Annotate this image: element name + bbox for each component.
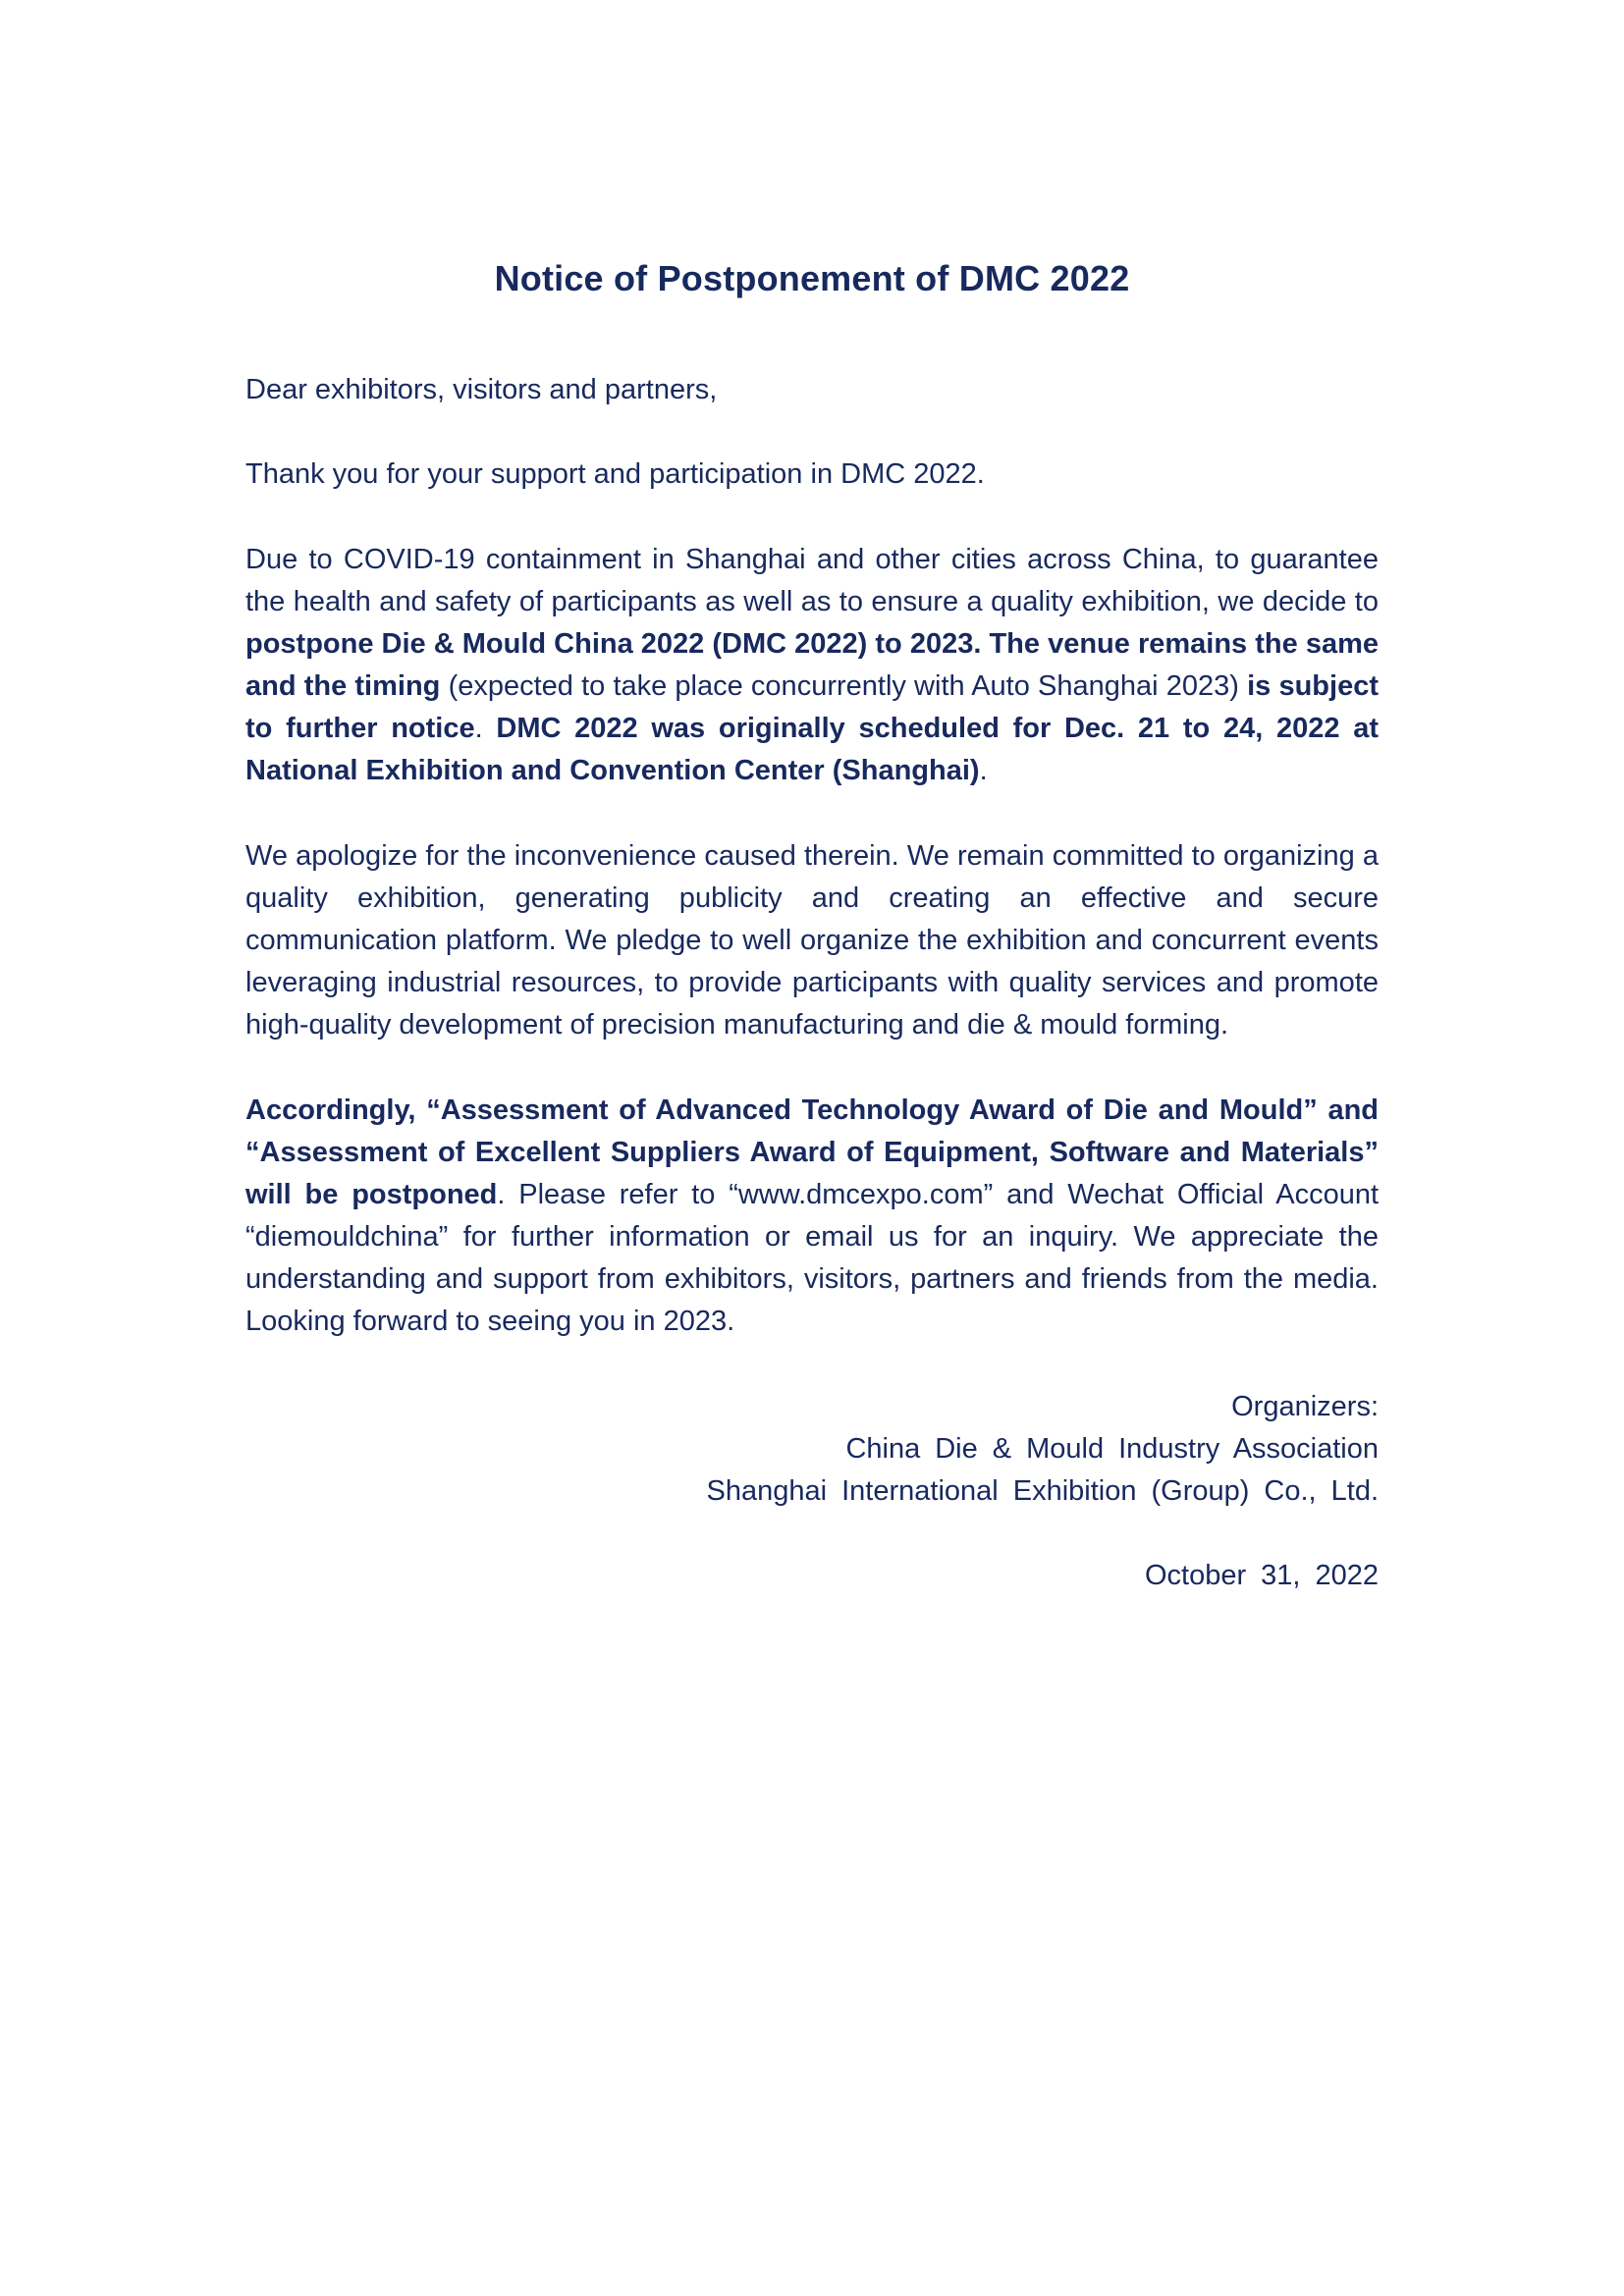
organizer-name-1: China Die & Mould Industry Association bbox=[845, 1433, 1379, 1465]
text-run-bold: postpone Die & Mould China 2022 (DMC 2022) to 2023. The venue remains the same and the timing bbox=[245, 628, 1379, 702]
organizer-name-2: Shanghai International Exhibition (Group) Co., Ltd. bbox=[706, 1475, 1379, 1507]
text-run: . bbox=[979, 755, 988, 786]
organizers-label: Organizers: bbox=[1231, 1391, 1379, 1422]
text-run-bold: is subject to further notice bbox=[245, 670, 1379, 744]
text-run-bold: Accordingly, “Assessment of Advanced Technology Award of Die and Mould” and “Assessment of Excellent Suppliers Award of Equipment, Software and Materials” will be postponed bbox=[245, 1095, 1379, 1210]
text-run: (expected to take place concurrently with Auto Shanghai 2023) bbox=[448, 670, 1248, 702]
text-run-bold: DMC 2022 was originally scheduled for Dec. 21 to 24, 2022 at National Exhibition and Convention Center (Shanghai) bbox=[245, 713, 1379, 786]
text-run: Due to COVID-19 containment in Shanghai and other cities across China, to guarantee the health and safety of participants as well as to ensure a quality exhibition, we decide to bbox=[245, 544, 1379, 617]
paragraph-awards bbox=[245, 1090, 1379, 1343]
paragraph-apology: We apologize for the inconvenience caused therein. We remain committed to organizing a quality exhibition, generating publicity and creating an effective and secure communication platform. We pledge to well organize the exhibition and concurrent events leveraging industrial resources, to provide participants with quality services and promote high-quality development of precision manufacturing and die & mould forming. bbox=[245, 840, 1379, 1041]
salutation-line: Dear exhibitors, visitors and partners, bbox=[245, 374, 718, 405]
date-line: October 31, 2022 bbox=[1144, 1560, 1379, 1591]
paragraph-postponement bbox=[245, 539, 1379, 792]
text-run: . bbox=[474, 713, 497, 744]
text-run: . Please refer to “www.dmcexpo.com” and Wechat Official Account “diemouldchina” for further information or email us for an inquiry. We appreciate the understanding and support from exhibitors, visitors, partners and friends from the media. Looking forward to seeing you in 2023. bbox=[245, 1179, 1380, 1337]
thanks-line: Thank you for your support and participation in DMC 2022. bbox=[245, 458, 985, 490]
page-title: Notice of Postponement of DMC 2022 bbox=[494, 258, 1130, 298]
signoff-block bbox=[245, 1386, 1379, 1513]
